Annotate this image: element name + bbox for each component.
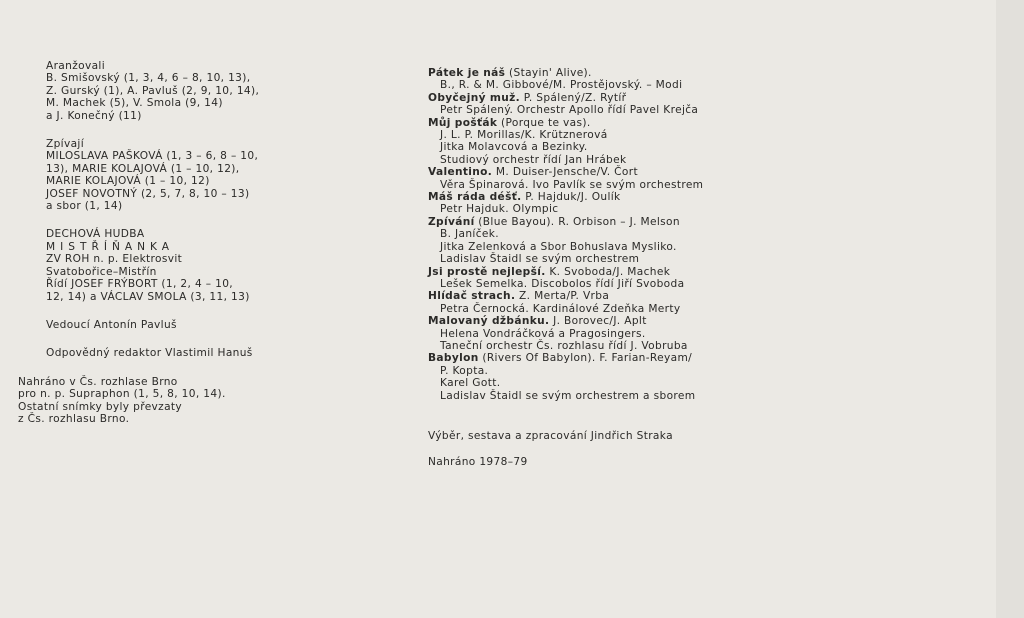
track-detail: B. Janíček.: [440, 228, 499, 241]
track-detail: Jitka Zelenková a Sbor Bohuslava Mysliko.: [440, 240, 677, 253]
singers-line: JOSEF NOVOTNÝ (2, 5, 7, 8, 10 – 13): [46, 187, 250, 200]
band-name-line: DECHOVÁ HUDBA: [46, 228, 145, 241]
track-credits: P. Hajduk/J. Oulík: [521, 191, 621, 204]
track-credits: K. Svoboda/J. Machek: [545, 265, 671, 278]
track-title: Máš ráda déšť.: [428, 191, 522, 204]
track-detail: Jitka Molavcová a Bezinky.: [440, 141, 588, 154]
selection-credit: Výběr, sestava a zpracování Jindřich Straka: [428, 429, 673, 442]
track-detail: Věra Špinarová. Ivo Pavlík se svým orchestrem: [440, 178, 704, 191]
recording-date: Nahráno 1978–79: [428, 456, 528, 469]
track-detail: Taneční orchestr Čs. rozhlasu řídí J. Vobruba: [440, 339, 688, 352]
track-credits: Z. Merta/P. Vrba: [515, 290, 610, 303]
track-detail: Ladislav Štaidl se svým orchestrem: [440, 253, 640, 266]
track-title: Můj pošťák: [428, 116, 498, 129]
track-title: Jsi prostě nejlepší.: [428, 265, 546, 278]
singers-line: MARIE KOLAJOVÁ (1 – 10, 12): [46, 175, 210, 188]
page-edge: [996, 0, 1024, 618]
track-detail: Helena Vondráčková a Pragosingers.: [440, 327, 646, 340]
track-entry: [428, 166, 773, 191]
track-entry: [428, 117, 773, 167]
singers-line: 13), MARIE KOLAJOVÁ (1 – 10, 12),: [46, 162, 240, 175]
arrangers-heading: Aranžovali: [46, 60, 105, 72]
track-detail: Karel Gott.: [440, 377, 501, 390]
track-credits: (Blue Bayou). R. Orbison – J. Melson: [474, 215, 680, 228]
track-entry: [428, 92, 773, 117]
track-list-column: [428, 67, 773, 469]
track-entry: [428, 290, 773, 315]
track-title: Pátek je náš: [428, 67, 506, 79]
track-title: Obyčejný muž.: [428, 91, 521, 104]
track-detail: Petr Hajduk. Olympic: [440, 203, 559, 216]
arrangers-line: M. Machek (5), V. Smola (9, 14): [46, 97, 223, 110]
arrangers-line: a J. Konečný (11): [46, 109, 142, 122]
track-entry: [428, 216, 773, 266]
track-credits: (Porque te vas).: [497, 116, 591, 129]
track-credits: M. Duiser-Jensche/V. Čort: [492, 166, 638, 179]
track-entry: [428, 352, 773, 402]
singers-block: [46, 138, 376, 212]
track-credits: J. Borovec/J. Aplt: [549, 315, 647, 328]
band-block: [46, 228, 376, 302]
track-entry: [428, 266, 773, 291]
track-detail: Petr Spálený. Orchestr Apollo řídí Pavel Krejča: [440, 104, 699, 117]
track-detail: Studiový orchestr řídí Jan Hrábek: [440, 153, 627, 166]
band-name-line: MISTŘÍŇANKA: [46, 240, 175, 253]
band-line: Řídí JOSEF FRÝBORT (1, 2, 4 – 10,: [46, 278, 234, 291]
singers-line: a sbor (1, 14): [46, 200, 123, 213]
track-detail: Petra Černocká. Kardinálové Zdeňka Merty: [440, 302, 681, 315]
recording-line: Ostatní snímky byly převzaty: [18, 400, 183, 413]
singers-heading: Zpívají: [46, 138, 85, 151]
track-credits: (Stayin' Alive).: [505, 67, 592, 79]
credits-column: [18, 60, 376, 425]
editor-credit: Odpovědný redaktor Vlastimil Hanuš: [46, 347, 253, 360]
track-title: Zpívání: [428, 215, 475, 228]
track-detail: B., R. & M. Gibbové/M. Prostějovský. – Modi: [440, 79, 683, 92]
track-credits: (Rivers Of Babylon). F. Farian-Reyam/: [478, 352, 693, 365]
recording-line: pro n. p. Supraphon (1, 5, 8, 10, 14).: [18, 388, 226, 401]
recording-line: z Čs. rozhlasu Brno.: [18, 412, 130, 425]
leader-credit: Vedoucí Antonín Pavluš: [46, 318, 177, 331]
track-detail: J. L. P. Morillas/K. Krütznerová: [440, 129, 608, 142]
track-title: Hlídač strach.: [428, 290, 516, 303]
track-detail: P. Kopta.: [440, 364, 489, 377]
band-line: 12, 14) a VÁCLAV SMOLA (3, 11, 13): [46, 290, 250, 303]
arrangers-line: Z. Gurský (1), A. Pavluš (2, 9, 10, 14),: [46, 84, 260, 97]
track-entry: [428, 315, 773, 352]
band-line: Svatobořice–Mistřín: [46, 265, 157, 278]
track-detail: Ladislav Štaidl se svým orchestrem a sborem: [440, 389, 696, 402]
arrangers-block: [46, 60, 376, 122]
arrangers-line: B. Smišovský (1, 3, 4, 6 – 8, 10, 13),: [46, 72, 251, 85]
track-detail: Lešek Semelka. Discobolos řídí Jiří Svoboda: [440, 277, 685, 290]
band-line: ZV ROH n. p. Elektrosvit: [46, 253, 183, 266]
track-entry: [428, 191, 773, 216]
track-entry: [428, 67, 773, 92]
track-title: Valentino.: [428, 166, 493, 179]
track-credits: P. Spálený/Z. Rytíř: [520, 91, 627, 104]
track-title: Malovaný džbánku.: [428, 315, 550, 328]
recording-line: Nahráno v Čs. rozhlase Brno: [18, 375, 178, 388]
singers-line: MILOSLAVA PAŠKOVÁ (1, 3 – 6, 8 – 10,: [46, 150, 259, 163]
track-title: Babylon: [428, 352, 479, 365]
track-list: [428, 67, 773, 402]
recording-note: [18, 376, 376, 426]
